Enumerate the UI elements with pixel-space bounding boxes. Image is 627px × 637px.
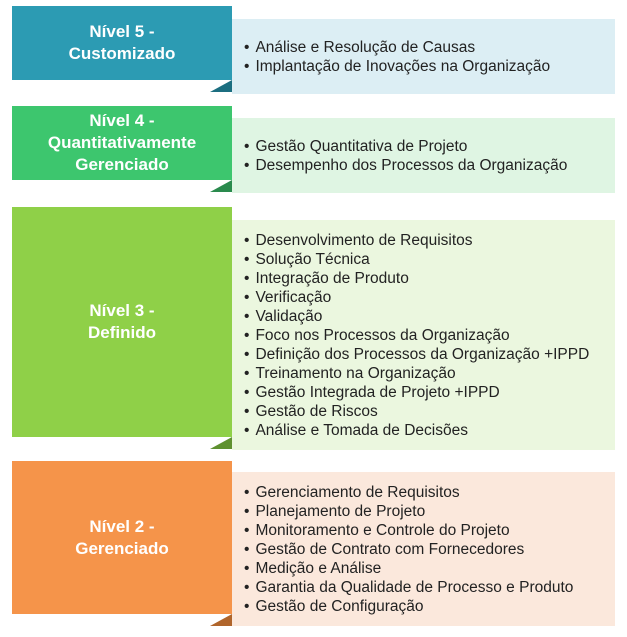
level-2-content [232, 472, 615, 626]
level-3-fold [210, 437, 232, 449]
level-3-name: Definido [88, 323, 156, 342]
level-5-label [12, 6, 232, 80]
level-4-content [232, 118, 615, 193]
level-2-label [12, 461, 232, 614]
level-3-items [244, 231, 589, 440]
list-item: • Gestão de Configuração [244, 597, 573, 616]
list-item: • Monitoramento e Controle do Projeto [244, 521, 573, 540]
list-item: • Treinamento na Organização [244, 364, 589, 383]
list-item: • Solução Técnica [244, 250, 589, 269]
list-item: • Medição e Análise [244, 559, 573, 578]
list-item: • Gerenciamento de Requisitos [244, 483, 573, 502]
list-item: • Gestão de Riscos [244, 402, 589, 421]
level-3-label [12, 207, 232, 437]
level-2-fold [210, 614, 232, 626]
list-item: • Gestão Quantitativa de Projeto [244, 137, 567, 156]
level-4-name-line1: Quantitativamente [47, 133, 197, 152]
level-2-title: Nível 2 - [89, 516, 155, 536]
level-5-content [232, 19, 615, 94]
list-item: • Desempenho dos Processos da Organização [244, 156, 567, 175]
level-5-title: Nível 5 - [89, 22, 155, 41]
level-5-name: Customizado [68, 44, 176, 63]
list-item: • Definição dos Processos da Organização +IPPD [244, 345, 589, 364]
list-item: • Análise e Tomada de Decisões [244, 421, 589, 440]
level-2-items [244, 483, 573, 616]
list-item: • Verificação [244, 288, 589, 307]
level-4-title: Nível 4 - [89, 111, 155, 130]
level-3-title: Nível 3 - [89, 301, 155, 320]
level-5-fold [210, 80, 232, 92]
list-item: • Gestão Integrada de Projeto +IPPD [244, 383, 589, 402]
level-4-name-line2: Gerenciado [75, 155, 169, 174]
list-item: • Foco nos Processos da Organização [244, 326, 589, 345]
list-item: • Desenvolvimento de Requisitos [244, 231, 589, 250]
list-item: • Garantia da Qualidade de Processo e Produto [244, 578, 573, 597]
list-item: • Implantação de Inovações na Organização [244, 57, 550, 76]
level-4-label [12, 106, 232, 180]
level-4-items [244, 137, 567, 175]
level-5-items [244, 38, 550, 76]
level-2-name: Gerenciado [75, 538, 169, 558]
list-item: • Integração de Produto [244, 269, 589, 288]
list-item: • Planejamento de Projeto [244, 502, 573, 521]
list-item: • Análise e Resolução de Causas [244, 38, 550, 57]
level-3-content [232, 220, 615, 450]
list-item: • Validação [244, 307, 589, 326]
level-4-fold [210, 180, 232, 192]
list-item: • Gestão de Contrato com Fornecedores [244, 540, 573, 559]
